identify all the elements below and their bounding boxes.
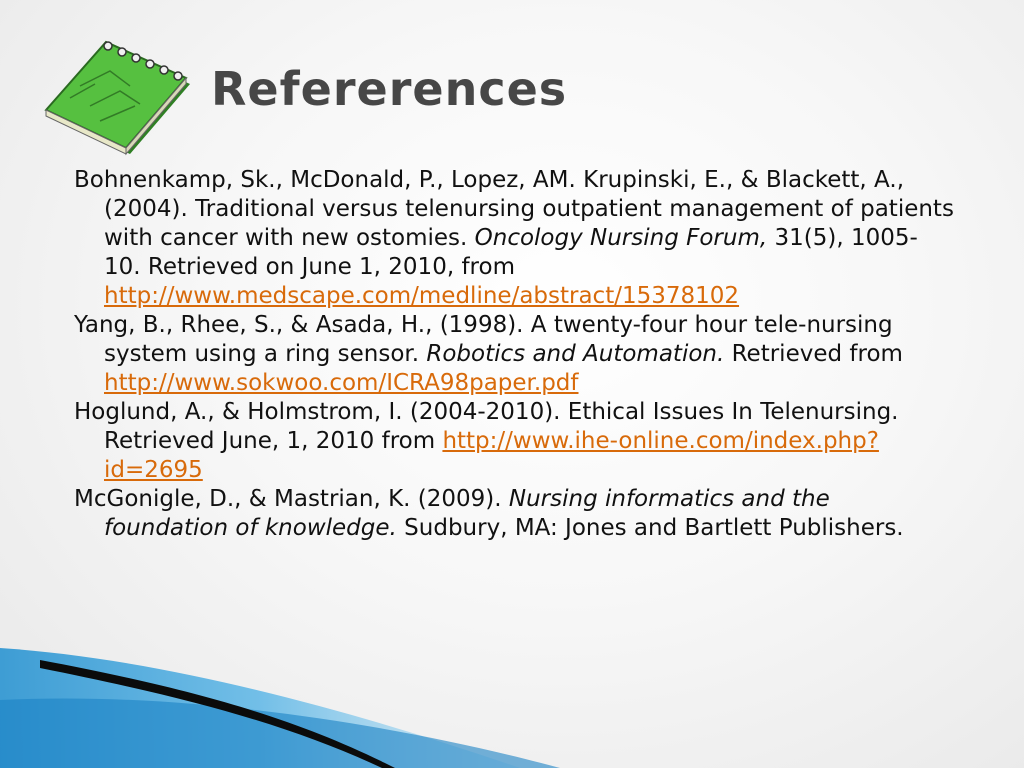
reference-text: Bohnenkamp, Sk., McDonald, P., Lopez, AM. Krupinski, E., & Blackett, A., (2004). Traditional versus telenursing outpatient management of patients with cancer with new ostomies.	[74, 167, 954, 251]
reference-list	[74, 166, 954, 543]
reference-item	[74, 398, 954, 485]
reference-text: Yang, B., Rhee, S., & Asada, H., (1998). A twenty-four hour tele-nursing system using a ring sensor.	[74, 312, 893, 367]
reference-link[interactable]: http://www.ihe-online.com/index.php?id=2695	[104, 428, 879, 483]
reference-link[interactable]: http://www.sokwoo.com/ICRA98paper.pdf	[104, 370, 579, 396]
book-title: Nursing informatics and the foundation of knowledge.	[104, 486, 830, 541]
page-title: Refererences	[211, 62, 568, 116]
reference-item	[74, 485, 954, 543]
journal-title: Oncology Nursing Forum,	[474, 225, 768, 251]
reference-item	[74, 311, 954, 398]
reference-text: Hoglund, A., & Holmstrom, I. (2004-2010). Ethical Issues In Telenursing. Retrieved June, 1, 2010 from	[74, 399, 899, 454]
journal-title: Robotics and Automation.	[426, 341, 725, 367]
reference-text: 31(5), 1005-10. Retrieved on June 1, 2010, from	[104, 225, 918, 280]
reference-text: Sudbury, MA: Jones and Bartlett Publishers.	[396, 515, 904, 541]
reference-text: Retrieved from	[724, 341, 903, 367]
spiral-notebook-icon	[40, 36, 190, 156]
reference-item	[74, 166, 954, 311]
reference-text: McGonigle, D., & Mastrian, K. (2009).	[74, 486, 509, 512]
reference-link[interactable]: http://www.medscape.com/medline/abstract/15378102	[104, 283, 740, 309]
